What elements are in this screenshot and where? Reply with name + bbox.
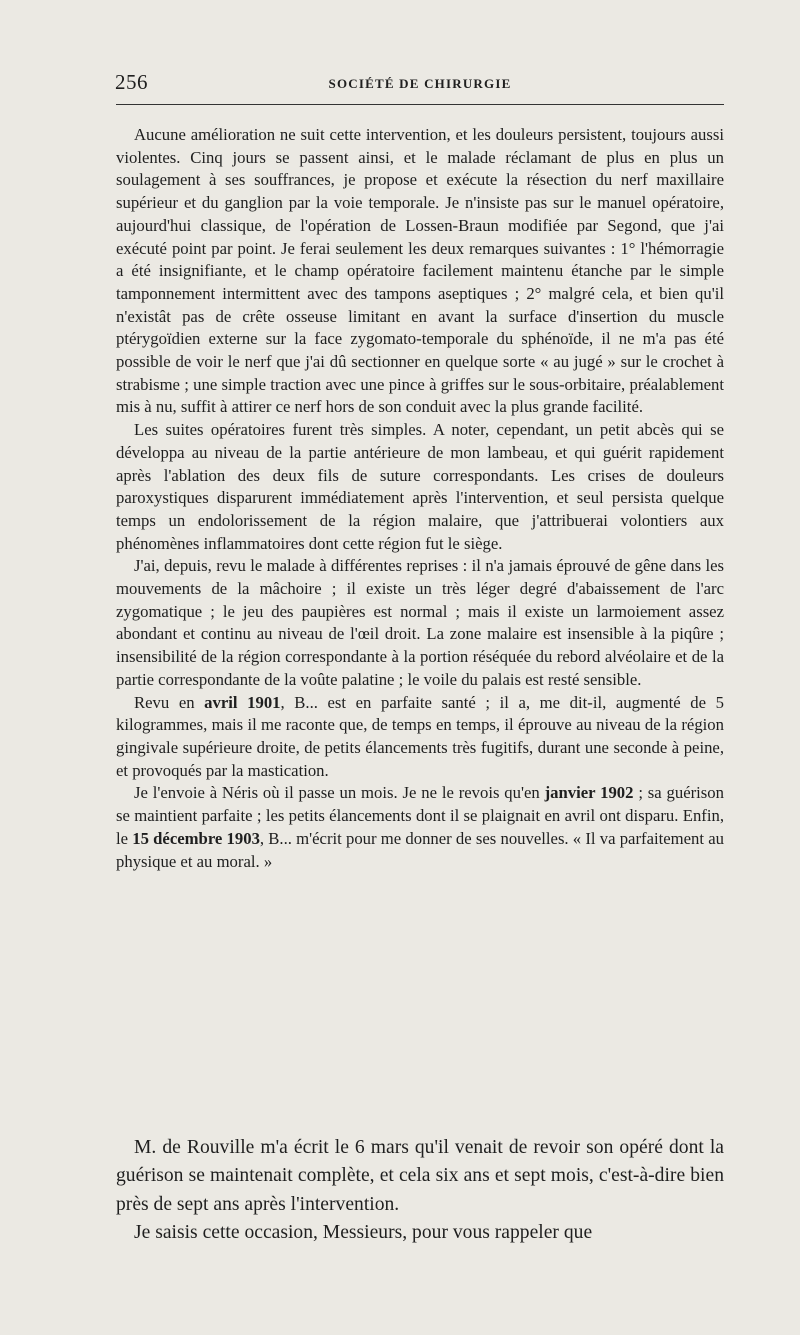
paragraph: Revu en avril 1901, B... est en parfaite santé ; il a, me dit-il, augmenté de 5 kilogrammes, mais il me raconte que, de temps en temps, il éprouve au niveau de la région gingivale supérieure droite, de petits élancements très fugitifs, durant une seconde à peine, et provoqués par la mastication. — [116, 692, 724, 780]
paragraph: J'ai, depuis, revu le malade à différentes reprises : il n'a jamais éprouvé de gêne dans les mouvements de la mâchoire ; il existe un très léger degré d'abaissement de l'arc zygomatique ; le jeu des paupières est normal ; mais il existe un larmoiement assez abondant et continu au niveau de l'œil droit. La zone malaire est insensible à la piqûre ; insensibilité de la région correspondante à la portion réséquée du rebord alvéolaire et de la partie correspondante de la voûte palatine ; le voile du palais est resté sensible. — [116, 556, 724, 689]
paragraph: Je l'envoie à Néris où il passe un mois. Je ne le revois qu'en janvier 1902 ; sa guérison se maintient parfaite ; les petits élancements dont il se plaignait en avril ont disparu. Enfin, le 15 décembre 1903, B... m'écrit pour me donner de ses nouvelles. « Il va parfaitement au physique et au moral. » — [116, 783, 724, 871]
paragraph: Je saisis cette occasion, Messieurs, pour vous rappeler que — [134, 1221, 593, 1243]
paragraph: M. de Rouville m'a écrit le 6 mars qu'il venait de revoir son opéré dont la guérison se maintenait complète, et cela six ans et sept mois, c'est-à-dire bien près de sept ans après l'intervention. — [116, 1137, 724, 1215]
running-title: SOCIÉTÉ DE CHIRURGIE — [328, 76, 512, 91]
header-rule — [116, 104, 724, 105]
page-header — [115, 70, 725, 98]
date-emphasis: janvier 1902 — [544, 783, 634, 803]
main-text — [116, 1134, 724, 1247]
quoted-case-text — [116, 124, 724, 873]
date-emphasis: 15 décembre 1903 — [132, 828, 260, 848]
paragraph: Les suites opératoires furent très simples. A noter, cependant, un petit abcès qui se développa au niveau de la partie antérieure de mon lambeau, et qui guérit rapidement après l'ablation des deux fils de suture correspondants. Les crises de douleurs paroxystiques disparurent immédiatement après l'intervention, et seul persista quelque temps un endolorissement de la région malaire, que j'attribuerai volontiers aux phénomènes inflammatoires dont cette région fut le siège. — [116, 420, 724, 553]
page-number: 256 — [115, 70, 148, 94]
date-emphasis: avril 1901 — [204, 692, 281, 712]
paragraph: Aucune amélioration ne suit cette intervention, et les douleurs persistent, toujours aussi violentes. Cinq jours se passent ainsi, et le malade réclamant de plus en plus un soulagement à ses souffrances, je propose et exécute la résection du nerf maxillaire supérieur et du ganglion par la voie temporale. Je n'insiste pas sur le manuel opératoire, aujourd'hui classique, de l'opération de Lossen-Braun modifiée par Segond, que j'ai exécuté point par point. Je ferai seulement les deux remarques suivantes : 1° l'hémorragie a été insignifiante, et le champ opératoire facilement maintenu étanche par le simple tamponnement intermittent avec des tampons aseptiques ; 2° malgré cela, et bien qu'il n'existât pas de crête osseuse limitant en avant la surface d'insertion du muscle ptérygoïdien externe sur la face zygomato-temporale du sphénoïde, il ne m'a pas été possible de voir le nerf que j'ai dû sectionner en quelque sorte « au jugé » sur le crochet à strabisme ; une simple traction avec une pince à griffes sur le sous-orbitaire, préalablement mis à nu, suffit à attirer ce nerf hors de son conduit avec la plus grande facilité. — [116, 125, 724, 417]
